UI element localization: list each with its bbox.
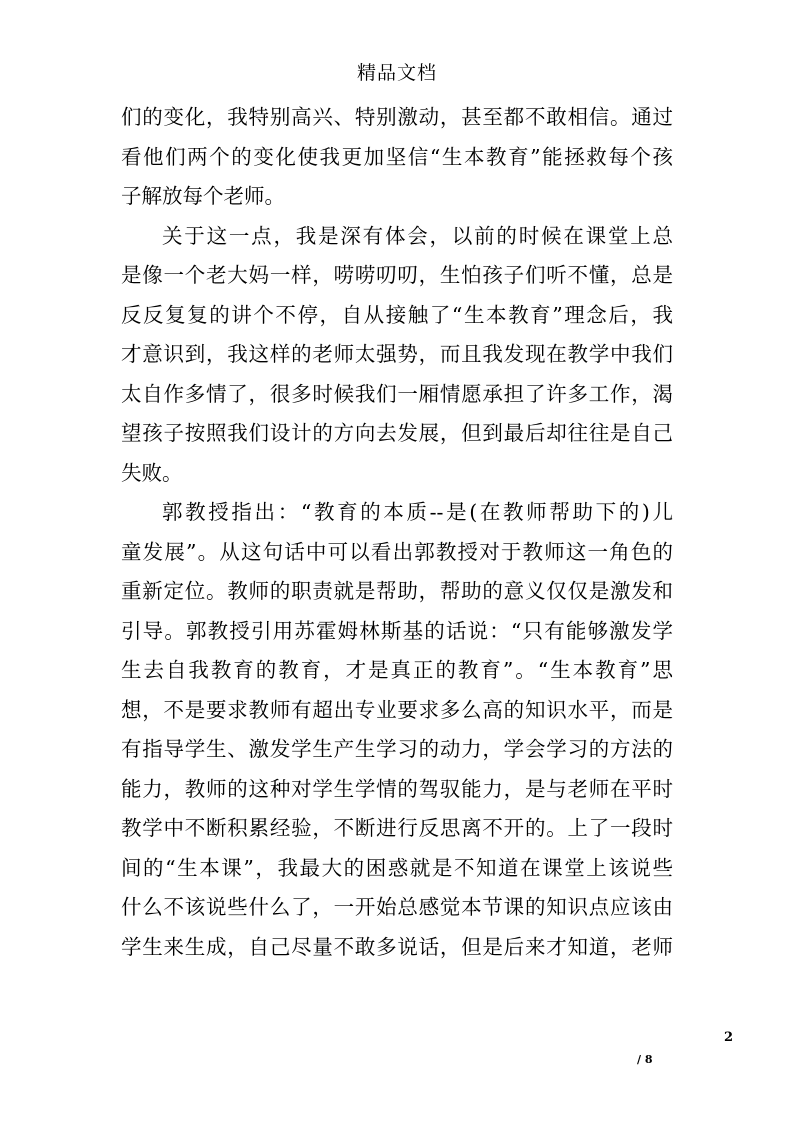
text-line: 有指导学生、激发学生产生学习的动力，学会学习的方法的 — [121, 737, 673, 761]
text-line: 反反复复的讲个不停，自从接触了“生本教育”理念后，我 — [121, 302, 673, 327]
page-total: / 8 — [637, 1053, 653, 1066]
text-line: 失败。 — [121, 460, 183, 485]
text-line: 教学中不断积累经验，不断进行反思离不开的。上了一段时 — [121, 816, 673, 840]
text-line: 太自作多情了，很多时候我们一厢情愿承担了许多工作，渴 — [121, 381, 673, 406]
text-line: 们的变化，我特别高兴、特别激动，甚至都不敢相信。通过 — [121, 105, 673, 129]
text-line: 郭教授指出：“教育的本质--是(在教师帮助下的)儿 — [162, 500, 673, 524]
text-line: 生去自我教育的教育，才是真正的教育”。“生本教育”思 — [121, 658, 673, 682]
document-header: 精品文档 — [356, 62, 437, 84]
text-line: 才意识到，我这样的老师太强势，而且我发现在教学中我们 — [121, 342, 673, 366]
text-line: 望孩子按照我们设计的方向去发展，但到最后却往往是自己 — [121, 421, 673, 445]
text-line: 间的“生本课”，我最大的困惑就是不知道在课堂上该说些 — [121, 855, 673, 880]
text-line: 重新定位。教师的职责就是帮助，帮助的意义仅仅是激发和 — [121, 579, 673, 603]
document-body — [121, 98, 673, 967]
text-line: 能力，教师的这种对学生学情的驾驭能力，是与老师在平时 — [121, 776, 673, 801]
text-line: 什么不该说些什么了，一开始总感觉本节课的知识点应该由 — [121, 895, 673, 919]
text-line: 学生来生成，自己尽量不敢多说话，但是后来才知道，老师 — [121, 934, 673, 959]
page-number: 2 — [724, 1030, 734, 1045]
text-line: 子解放每个老师。 — [121, 184, 285, 208]
text-line: 童发展”。从这句话中可以看出郭教授对于教师这一角色的 — [121, 539, 673, 564]
text-line: 是像一个老大妈一样，唠唠叨叨，生怕孩子们听不懂，总是 — [121, 263, 673, 287]
text-line: 关于这一点，我是深有体会，以前的时候在课堂上总 — [162, 223, 673, 248]
text-line: 想，不是要求教师有超出专业要求多么高的知识水平，而是 — [121, 697, 673, 722]
text-line: 引导。郭教授引用苏霍姆林斯基的话说：“只有能够激发学 — [121, 618, 673, 643]
text-line: 看他们两个的变化使我更加坚信“生本教育”能拯救每个孩 — [121, 144, 673, 169]
